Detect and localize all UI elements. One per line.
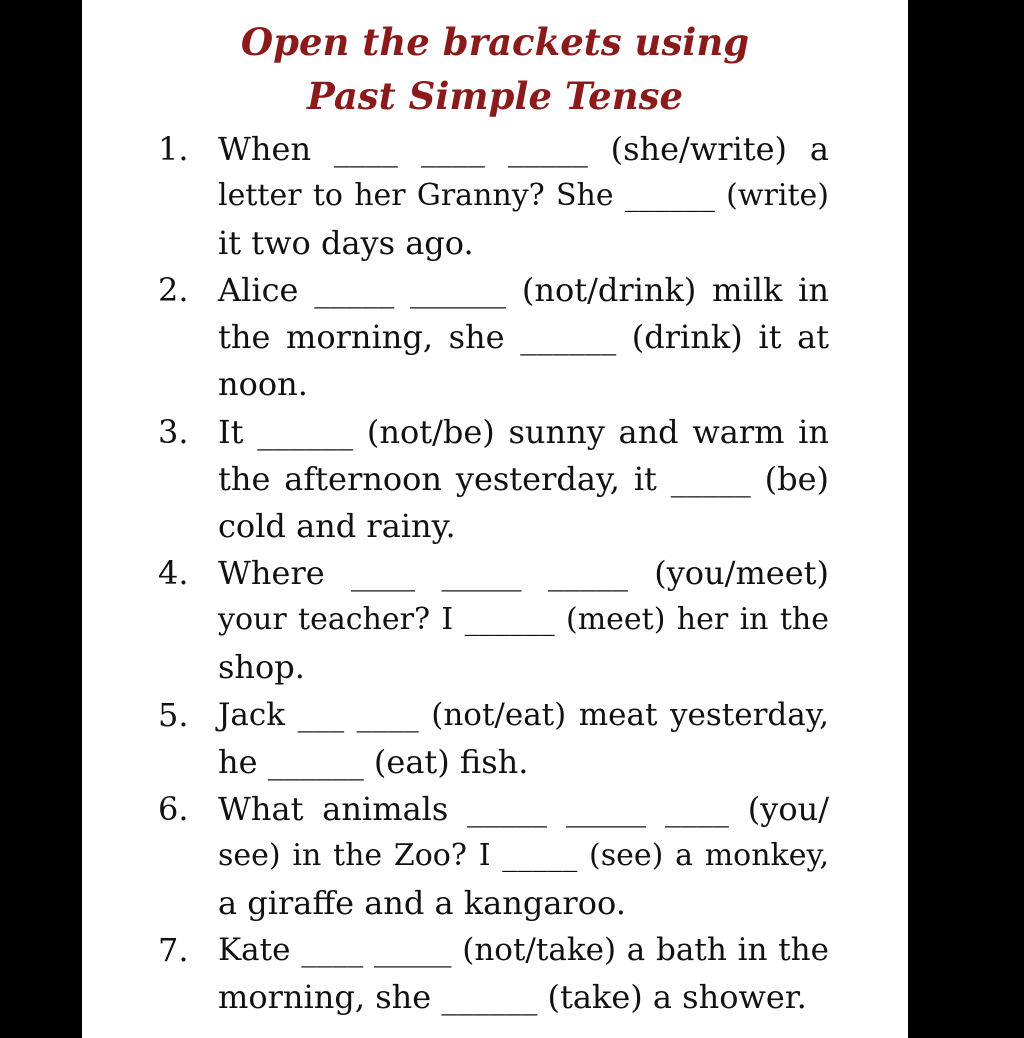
item-6-line-3: a giraffe and a kangaroo. [218,884,626,922]
item-1-line-2: letter to her Granny? She ______ (write) [218,178,829,213]
item-2-line-3: noon. [218,365,308,403]
item-6-number: 6. [158,790,189,828]
item-1-number: 1. [158,130,189,168]
item-5-number: 5. [158,696,189,734]
item-7-line-1: Kate ____ _____ (not/take) a bath in the [218,932,829,968]
item-2-line-1: Alice _____ ______ (not/drink) milk in [218,271,829,309]
item-7-line-2: morning, she ______ (take) a shower. [218,978,807,1016]
item-1-line-1: When ____ ____ _____ (she/write) a [218,130,829,168]
item-2-number: 2. [158,271,189,309]
item-5-line-1: Jack ___ ____ (not/eat) meat yesterday, [218,697,829,733]
item-1-line-3: it two days ago. [218,224,474,262]
worksheet-page [82,0,908,1038]
item-3-number: 3. [158,413,189,451]
item-7-number: 7. [158,931,189,969]
item-4-number: 4. [158,554,189,592]
item-3-line-3: cold and rainy. [218,507,456,545]
title-line-1: Open the brackets using [240,20,750,64]
item-3-line-1: It ______ (not/be) sunny and warm in [218,413,829,451]
item-3-line-2: the afternoon yesterday, it _____ (be) [218,460,829,498]
item-6-line-1: What animals _____ _____ ____ (you/ [218,790,829,828]
title-line-2: Past Simple Tense [307,74,683,118]
item-2-line-2: the morning, she ______ (drink) it at [218,318,829,356]
item-5-line-2: he ______ (eat) fish. [218,743,529,781]
item-6-line-2: see) in the Zoo? I _____ (see) a monkey, [218,838,829,873]
item-4-line-1: Where ____ _____ _____ (you/meet) [218,554,829,592]
item-4-line-3: shop. [218,648,305,686]
item-4-line-2: your teacher? I ______ (meet) her in the [218,602,829,637]
